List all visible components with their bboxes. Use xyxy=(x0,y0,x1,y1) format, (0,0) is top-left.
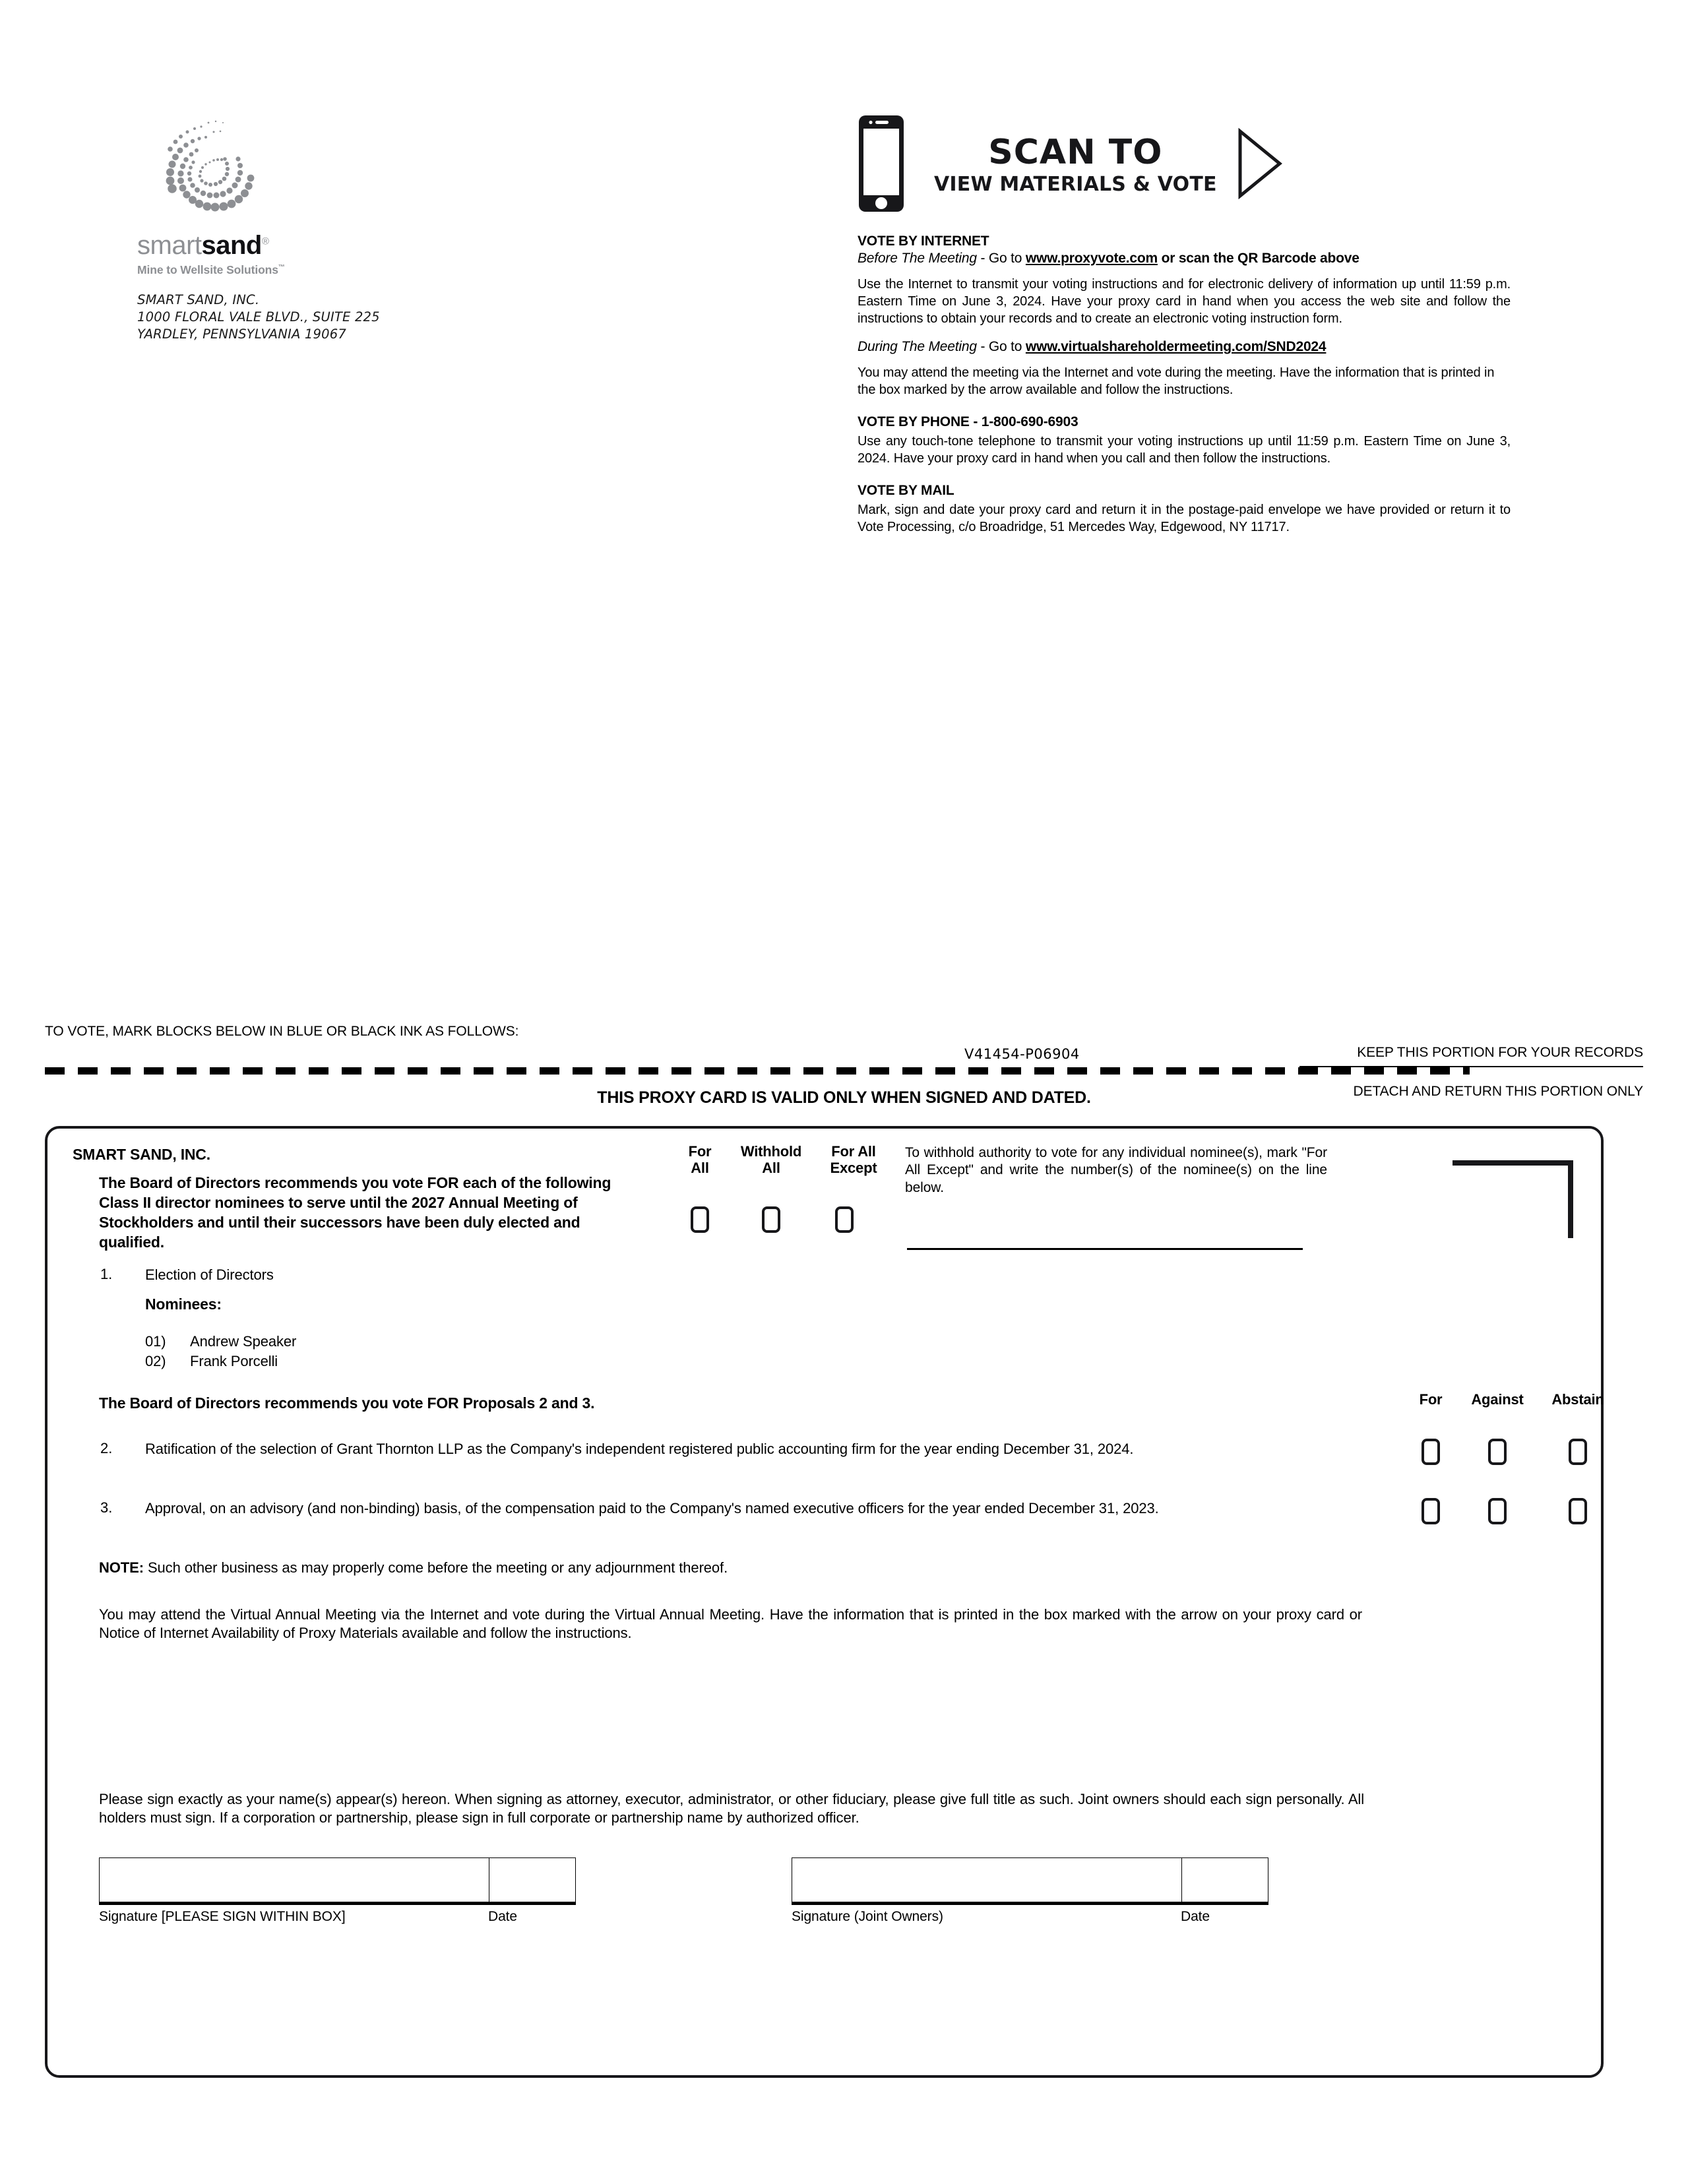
logo-tagline-text: Mine to Wellsite Solutions xyxy=(137,263,278,276)
note-label: NOTE: xyxy=(99,1559,144,1576)
column-header-for-all-line2: All xyxy=(691,1160,709,1177)
vote-internet-during-body: You may attend the meeting via the Internet and vote during the meeting. Have the information that is printed in the box marked by the arrow available and follow the instructions. xyxy=(858,365,1495,397)
vote-by-internet-heading: VOTE BY INTERNET xyxy=(858,234,989,249)
before-meeting-goto: - Go to xyxy=(976,251,1026,266)
control-number: V41454-P06904 xyxy=(964,1046,1080,1062)
nominee-id: 02) xyxy=(145,1352,166,1369)
proposal-1-title: Election of Directors xyxy=(145,1266,274,1283)
board-recommendation-2: The Board of Directors recommends you vote FOR Proposals 2 and 3. xyxy=(99,1394,595,1412)
before-meeting-tail: or scan the QR Barcode above xyxy=(1157,251,1360,266)
to-vote-instruction: TO VOTE, MARK BLOCKS BELOW IN BLUE OR BLACK INK AS FOLLOWS: xyxy=(45,1024,519,1039)
nominee-id: 01) xyxy=(145,1333,166,1350)
signature-labels-primary xyxy=(99,1909,576,1925)
proxy-card-body xyxy=(45,1126,1604,2078)
other-business-note xyxy=(99,1559,728,1576)
nominee-name: Frank Porcelli xyxy=(190,1352,278,1369)
control-number-bracket-vertical-icon xyxy=(1568,1160,1573,1238)
address-line-3: YARDLEY, PENNSYLVANIA 19067 xyxy=(137,326,346,342)
trademark-mark: ™ xyxy=(278,264,285,272)
signature-label-primary: Signature [PLEASE SIGN WITHIN BOX] xyxy=(99,1909,346,1924)
column-header-for-all xyxy=(672,1143,728,1177)
vote-by-phone-heading: VOTE BY PHONE - 1-800-690-6903 xyxy=(858,414,1078,429)
vote-by-mail-heading: VOTE BY MAIL xyxy=(858,483,954,498)
scan-to-text xyxy=(934,135,1217,195)
registered-mark: ® xyxy=(261,235,269,247)
mobile-phone-icon xyxy=(858,114,905,216)
date-label-joint: Date xyxy=(1181,1909,1210,1924)
nominee-name: Andrew Speaker xyxy=(190,1333,297,1350)
vote-by-phone-body: Use any touch-tone telephone to transmit your voting instructions up until 11:59 p.m. Eastern Time on June 3, 2024. Have your proxy card in hand when you call and then follow the instructions. xyxy=(858,434,1511,466)
during-meeting-label: During The Meeting xyxy=(858,339,977,354)
company-address xyxy=(137,292,414,343)
before-meeting-label: Before The Meeting xyxy=(858,251,977,266)
card-company-name: SMART SAND, INC. xyxy=(73,1146,210,1163)
signature-boxes-joint xyxy=(792,1857,1268,1905)
checkbox-for-all-except[interactable] xyxy=(835,1206,854,1233)
column-header-withhold-line2: All xyxy=(762,1160,780,1177)
nominees-list xyxy=(145,1332,296,1371)
signature-instructions: Please sign exactly as your name(s) appear(s) hereon. When signing as attorney, executor, administrator, or other fiduciary, please give full title as such. Joint owners should each sign personally. All holders must sign. If a corporation or partnership, please sign in full corporate or partnership name by authorized officer. xyxy=(99,1791,1364,1826)
checkbox-proposal-2-abstain[interactable] xyxy=(1569,1439,1587,1465)
proposal-3-text: Approval, on an advisory (and non-binding) basis, of the compensation paid to the Company's named executive officers for the year ended December 31, 2023. xyxy=(145,1500,1159,1516)
checkbox-proposal-2-for[interactable] xyxy=(1422,1439,1440,1465)
virtual-shareholder-meeting-link[interactable]: www.virtualshareholdermeeting.com/SND2024 xyxy=(1025,339,1327,354)
scan-to-vote-banner xyxy=(858,106,1511,224)
date-input-primary[interactable] xyxy=(489,1858,575,1902)
proposal-1-number: 1. xyxy=(100,1266,113,1282)
list-item xyxy=(145,1332,296,1352)
scan-to-line-1: SCAN TO xyxy=(988,133,1163,172)
detach-dashed-line xyxy=(45,1067,1470,1075)
smartsand-spiral-logo-icon xyxy=(145,99,277,224)
checkbox-proposal-3-abstain[interactable] xyxy=(1569,1498,1587,1524)
signature-input-joint[interactable] xyxy=(792,1858,1182,1902)
checkbox-proposal-3-against[interactable] xyxy=(1488,1498,1507,1524)
nominee-number-write-in-line[interactable] xyxy=(907,1248,1303,1250)
column-header-withhold-line1: Withhold xyxy=(740,1143,802,1160)
nominees-label: Nominees: xyxy=(145,1295,222,1313)
signature-input-primary[interactable] xyxy=(100,1858,489,1902)
column-header-against: Against xyxy=(1471,1391,1524,1408)
vote-internet-before-body: Use the Internet to transmit your voting instructions and for electronic delivery of information up until 11:59 p.m. Eastern Time on June 3, 2024. Have your proxy card in hand when you access the web site and follow the instructions to obtain your records and to create an electronic voting instruction form. xyxy=(858,277,1511,326)
logo-word-light: smart xyxy=(137,231,202,260)
signature-label-joint: Signature (Joint Owners) xyxy=(792,1909,943,1924)
proxyvote-link[interactable]: www.proxyvote.com xyxy=(1025,251,1158,266)
vote-by-mail-body: Mark, sign and date your proxy card and return it in the postage-paid envelope we have provided or return it to Vote Processing, c/o Broadridge, 51 Mercedes Way, Edgewood, NY 11717. xyxy=(858,503,1511,534)
checkbox-withhold-all[interactable] xyxy=(762,1206,780,1233)
column-header-abstain: Abstain xyxy=(1551,1391,1604,1408)
column-header-for-all-line1: For xyxy=(688,1143,712,1160)
list-item xyxy=(145,1352,296,1371)
vote-before-meeting-line xyxy=(858,251,1511,266)
signature-block-joint xyxy=(792,1857,1268,1925)
withhold-authority-note: To withhold authority to vote for any individual nominee(s), mark "For All Except" and write the number(s) of the nominee(s) on the line below. xyxy=(905,1145,1327,1195)
proposal-2-number: 2. xyxy=(100,1440,113,1456)
company-logo-block xyxy=(137,99,414,343)
virtual-meeting-paragraph: You may attend the Virtual Annual Meeting via the Internet and vote during the Virtual Annual Meeting. Have the information that is printed in the box marked with the arrow on your proxy card or Notice of Internet Availability of Proxy Materials available and follow the instructions. xyxy=(99,1606,1362,1642)
checkbox-proposal-2-against[interactable] xyxy=(1488,1439,1507,1465)
address-line-1: SMART SAND, INC. xyxy=(137,292,260,307)
column-header-withhold-all xyxy=(728,1143,814,1177)
note-text: Such other business as may properly come before the meeting or any adjournment thereof. xyxy=(143,1559,728,1576)
control-number-bracket-horizontal-icon xyxy=(1453,1160,1573,1166)
logo-tagline xyxy=(137,263,414,277)
address-line-2: 1000 FLORAL VALE BLVD., SUITE 225 xyxy=(137,309,380,325)
column-header-except-line1: For All xyxy=(831,1143,876,1160)
proposal-2-text: Ratification of the selection of Grant Thornton LLP as the Company's independent registered public accounting firm for the year ending December 31, 2024. xyxy=(145,1441,1134,1457)
signature-labels-joint xyxy=(792,1909,1268,1925)
column-header-except-line2: Except xyxy=(830,1160,877,1177)
column-header-for: For xyxy=(1419,1391,1443,1408)
scan-to-line-2: VIEW MATERIALS & VOTE xyxy=(934,173,1217,196)
signature-block-primary xyxy=(99,1857,576,1925)
date-label-primary: Date xyxy=(488,1909,517,1924)
play-triangle-icon xyxy=(1237,128,1283,203)
smartsand-wordmark xyxy=(137,232,414,259)
proxy-valid-notice: THIS PROXY CARD IS VALID ONLY WHEN SIGNED AND DATED. xyxy=(597,1088,1091,1107)
column-header-for-all-except xyxy=(814,1143,893,1177)
date-input-joint[interactable] xyxy=(1182,1858,1268,1902)
checkbox-for-all[interactable] xyxy=(691,1206,709,1233)
checkbox-proposal-3-for[interactable] xyxy=(1422,1498,1440,1524)
signature-boxes-primary xyxy=(99,1857,576,1905)
board-recommendation-1: The Board of Directors recommends you vote FOR each of the following Class II director nominees to serve until the 2027 Annual Meeting of Stockholders and until their successors have been duly elected and qualified. xyxy=(99,1174,611,1251)
vote-during-meeting-line xyxy=(858,339,1511,355)
voting-instructions-column xyxy=(858,106,1511,536)
proposal-3-number: 3. xyxy=(100,1499,113,1516)
logo-word-bold: sand xyxy=(201,231,262,260)
keep-portion-label: KEEP THIS PORTION FOR YOUR RECORDS xyxy=(1357,1045,1643,1060)
during-meeting-goto: - Go to xyxy=(976,339,1026,354)
detach-return-label: DETACH AND RETURN THIS PORTION ONLY xyxy=(1353,1084,1643,1099)
